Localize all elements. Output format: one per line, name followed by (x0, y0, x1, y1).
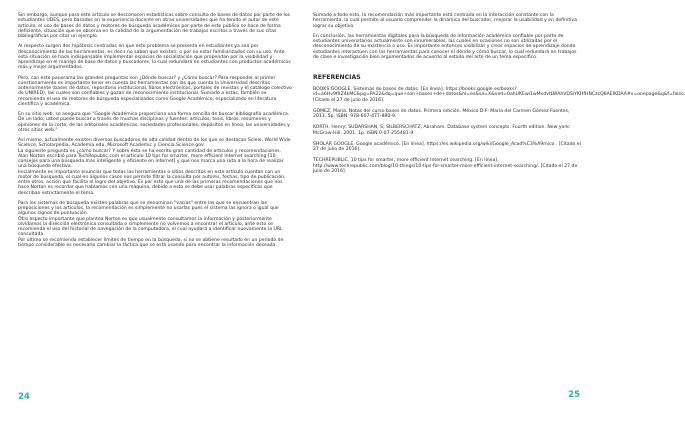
body-paragraph: Al respecto surgen dos hipótesis centradas en que este problema se presenta en estudiantes ya sea por desconocimiento de las herramientas, es decir no saben que existen; o por no estar familiarizados con su uso. Ante esta situación se hace indispensable implementar espacios de socialización que propendan por la visibilidad y aprendizaje en el manejo de base de datos y buscadores, lo cual redundará en estudiantes con productos académicos más y mejor argumentados. (18, 44, 291, 71)
body-paragraph: Pero, con este panorama las grandes preguntas son ¿Dónde buscar? y ¿Cómo buscar? Para responder al primer cuestionamiento es importante tener en cuenta las herramientas con las que cuenta la Universidad descritas anteriormente (bases de datos, repositorio institucional, libros electrónicos, portales de revistas y el catálogo colectivo de UNIRED), las cuales son confiables y gozan de reconocimiento institucional. Sumado a estas, también se recomienda el uso de motores de búsqueda especializados como Google Académico, especializado en literatura científica y académica. (18, 75, 292, 107)
reference-item: KORTH, Henry; SUDARSHAN, S; SILBERSCHATZ, Abraham. Database system concepts. Fourth edition. New york: McGraw-Hill, 2001. 1p. ISBN 0-07-255481-9. (313, 125, 571, 136)
body-paragraph: En conclusión, las herramientas digitales para la búsqueda de información académica confiable por parte de estudiantes universitarios actualmente son innumerables, las cuales en ocasiones no son utilizadas por el desconocimiento de su existencia o uso. Es importante entonces visibilizar y crear espacios de aprendizaje donde estudiantes interactúen con las herramientas para conocer el dónde y cómo buscar, lo cual redundará en trabajos de clase e investigación bien argumentados de acuerdo al estado del arte de un tema específico. (313, 33, 577, 60)
reference-item: BOOKS GOOGLE. Sistemas de bases de datos. [En línea]. https://books.google.es/books?id=a6Hv9fXZ4kMC&pg=PA22&dq=que+son+bases+de+datos&hl=es&sa=X&ved=0ahUKEwi1wMvdvtLWAhVDSiYKHfHNCzcQ6AEIKDAA#v=onepage&q&f=false. [Citado el 27 de julio de 2016]. (313, 87, 685, 103)
body-paragraph: La siguiente pregunta es ¿cómo buscar? Y sobre ésta se ha escrito gran cantidad de artículos y recomendaciones. Alan Norton escribió para TechRepublic.com el artículo 10 tips for smarter, more efficient Internet searching [10 consejos para una búsqueda más inteligente y eficiente en internet] y que nos marca una ruta a la hora de realizar una búsqueda efectiva. (18, 148, 284, 170)
page-number-left: 24 (18, 392, 30, 402)
references-heading: REFERENCIAS (313, 74, 361, 81)
body-paragraph: Inicialmente es importante enunciar que todas las herramientas o sitios descritos en este artículo cuentan con un motor de búsqueda, el cual en algunos casos nos permite filtrar la consulta por autores, fechas, tipo de publicación, entre otros, acción que facilita el logro del objetivo. Es por esto que una de las primeras recomendaciones que nos hace Norton es recordar que hablamos con una máquina, debido a esto se debe usar palabras específicas que describan estrictamente el tema. (18, 169, 286, 196)
body-paragraph: Para los sistemas de búsqueda existen palabras que se denominan "vacías" entre las que se encuentran las preposiciones y los artículos, la recomendación es simplemente no usarlas pues el sistema las ignora o igual que algunos signos de puntuación. (18, 200, 279, 217)
body-paragraph: En su sitio web, se asegura que "Google Académico proporciona una forma sencilla de buscar bibliografía académica. De un lado, usted puede buscar a través de muchas disciplinas y fuentes: artículos, tesis, libros, resúmenes y opiniones de la corte, de las editoriales académicas, sociedades profesionales, depósitos en línea, las universidades y otros sitios web." (18, 112, 290, 133)
left-page (0, 0, 300, 424)
reference-item: SHOLAR GOOGLE. Google académico. [En línea]. https://es.wikipedia.org/wiki/Google_Acad%C3%A9mico . [Citado el 27 de julio de 2016]. (313, 141, 581, 152)
body-paragraph: Otro aspecto importante que plantea Norton es que usualmente consultamos la información y posteriormente olvidamos la dirección electrónica consultada o simplemente no volvemos a encontrar el artículo, ante esto se recomienda el uso del historial de navegación de la computadora, el cual ayudará a identificar nuevamente la URL consultada. (18, 216, 283, 238)
right-page (300, 0, 685, 424)
body-paragraph: Sumado a todo esto, la recomendación más importante está centrada en la interacción constante con la herramienta, la cual permite al usuario comprender la dinámica del buscador, mejorar la usabilidad y en definitiva lograr su objetivo. (313, 13, 577, 29)
body-paragraph: Así mismo, actualmente existen diversos buscadores de alta calidad dentro de los que se destacan Scielo, World Wide Science, Scholarpedia, Academia.edu, Microsoft Academic y Ciencia.Science.gov. (18, 138, 291, 149)
reference-item: GÓMEZ, María. Notas del curso bases de datos. Primera edición. México D.F: María del Carmen Gómez Fuentes, 2013. 5p. ISBN: 978-607-477-880-9. (313, 108, 570, 119)
page-number-right: 25 (568, 390, 580, 400)
body-paragraph: Sin embargo, aunque para este artículo se desconocen estadísticas sobre consulta de bases de datos por parte de los estudiantes UDES, pero basados en la experiencia docente en otras universidades que ha tenido el autor de este artículo, el uso de bases de datos y motores de búsqueda académicos por parte de este público se hace de forma deficiente, situación que se observa en la calidad de la argumentación de trabajos escritos a través de sus citas bibliográficas por citar un ejemplo. (18, 13, 291, 39)
reference-item: TECHREPUBLIC. 10 tips for smarter, more efficient Internet searching. [En línea]. http://www.techrepublic.com/blog/10-things/10-tips-for-smarter-more-efficient-internet-searching/. [Citado el 27 de julio de 2016]. (313, 158, 578, 174)
body-paragraph: Por último se recomienda establecer límites de tiempo en la búsqueda, si no se obtiene resultado en un periodo de tiempo considerable es necesario cambiar la táctica que se está usando para encontrar la información deseada. (18, 237, 284, 248)
